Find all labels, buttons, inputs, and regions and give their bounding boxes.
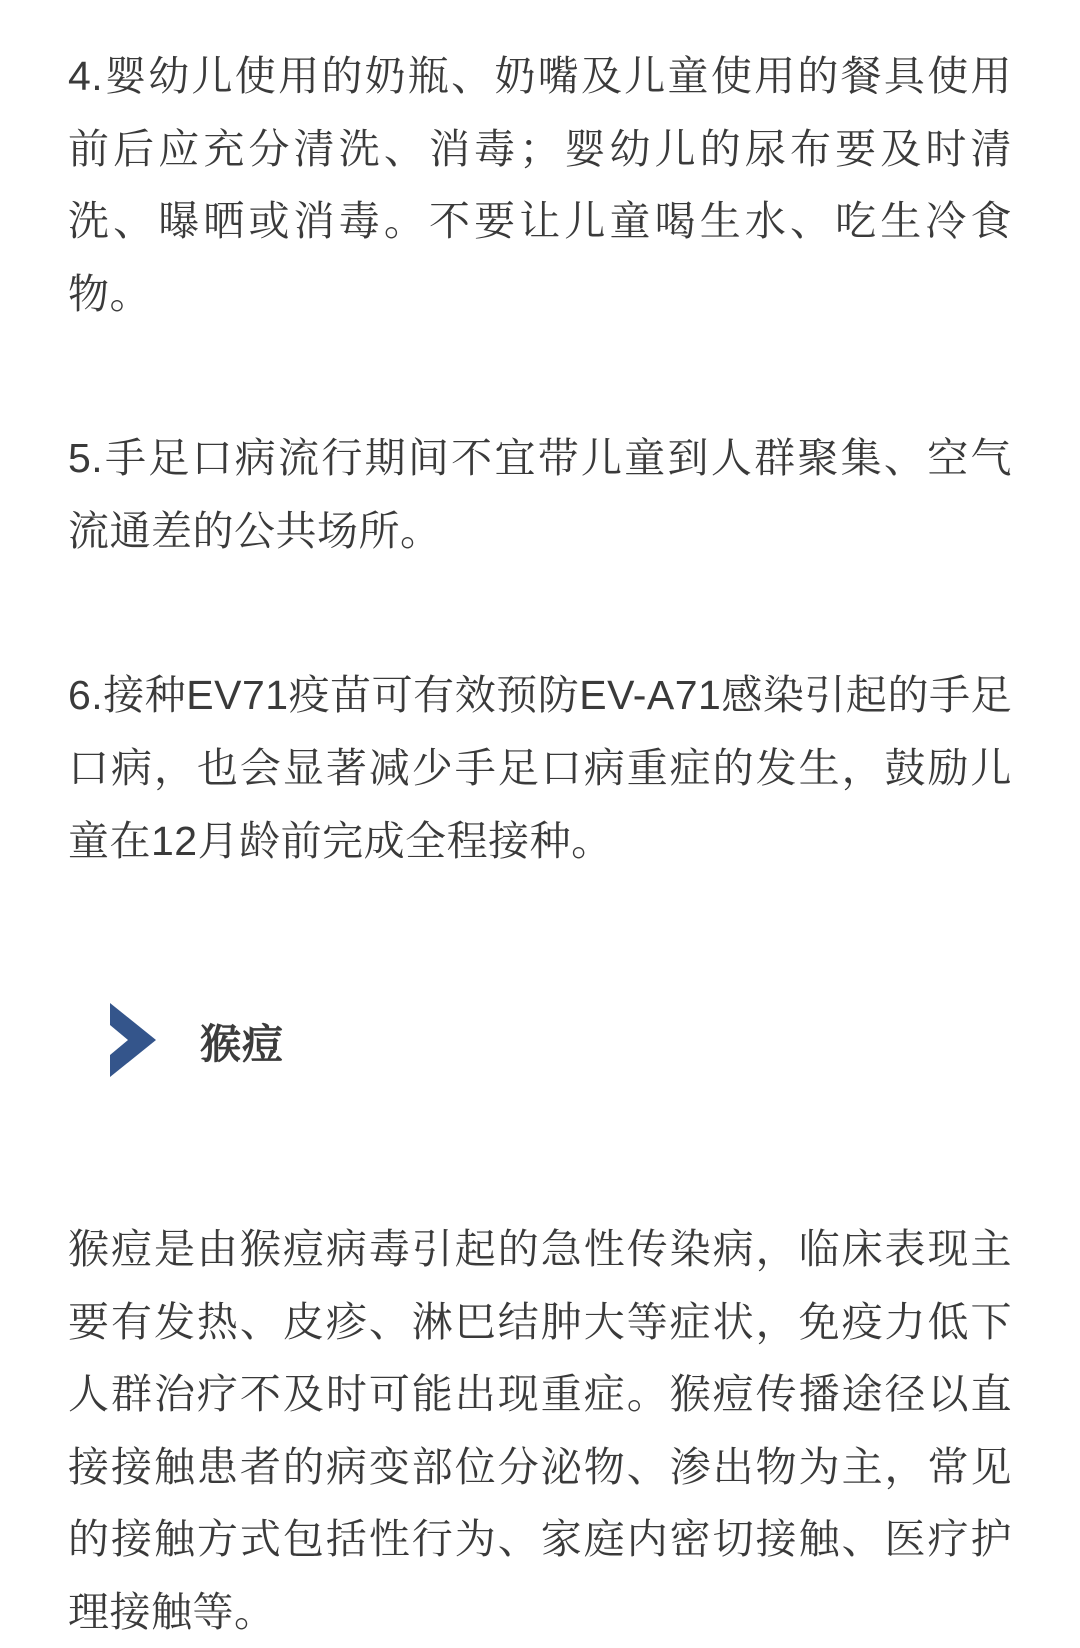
chevron-right-icon — [100, 997, 166, 1083]
paragraph-item-5: 5.手足口病流行期间不宜带儿童到人群聚集、空气流通差的公共场所。 — [68, 435, 1012, 554]
paragraph-item-4: 4.婴幼儿使用的奶瓶、奶嘴及儿童使用的餐具使用前后应充分清洗、消毒；婴幼儿的尿布要及时清洗、曝晒或消毒。不要让儿童喝生水、吃生冷食物。 — [68, 53, 1012, 317]
section-title: 猴痘 — [200, 1020, 284, 1067]
section-body — [68, 1213, 1012, 1648]
paragraph-spacer-1 — [68, 330, 1012, 422]
section-heading — [68, 997, 1012, 1083]
paragraph-item-6: 6.接种EV71疫苗可有效预防EV-A71感染引起的手足口病，也会显著减少手足口病重症的发生，鼓励儿童在12月龄前完成全程接种。 — [68, 672, 1012, 864]
paragraph-monkeypox-intro: 猴痘是由猴痘病毒引起的急性传染病，临床表现主要有发热、皮疹、淋巴结肿大等症状，免疫力低下人群治疗不及时可能出现重症。猴痘传播途径以直接接触患者的病变部位分泌物、渗出物为主，常见的接触方式包括性行为、家庭内密切接触、医疗护理接触等。 — [68, 1226, 1012, 1635]
top-spacer — [68, 0, 1012, 40]
paragraph-spacer-2 — [68, 567, 1012, 659]
